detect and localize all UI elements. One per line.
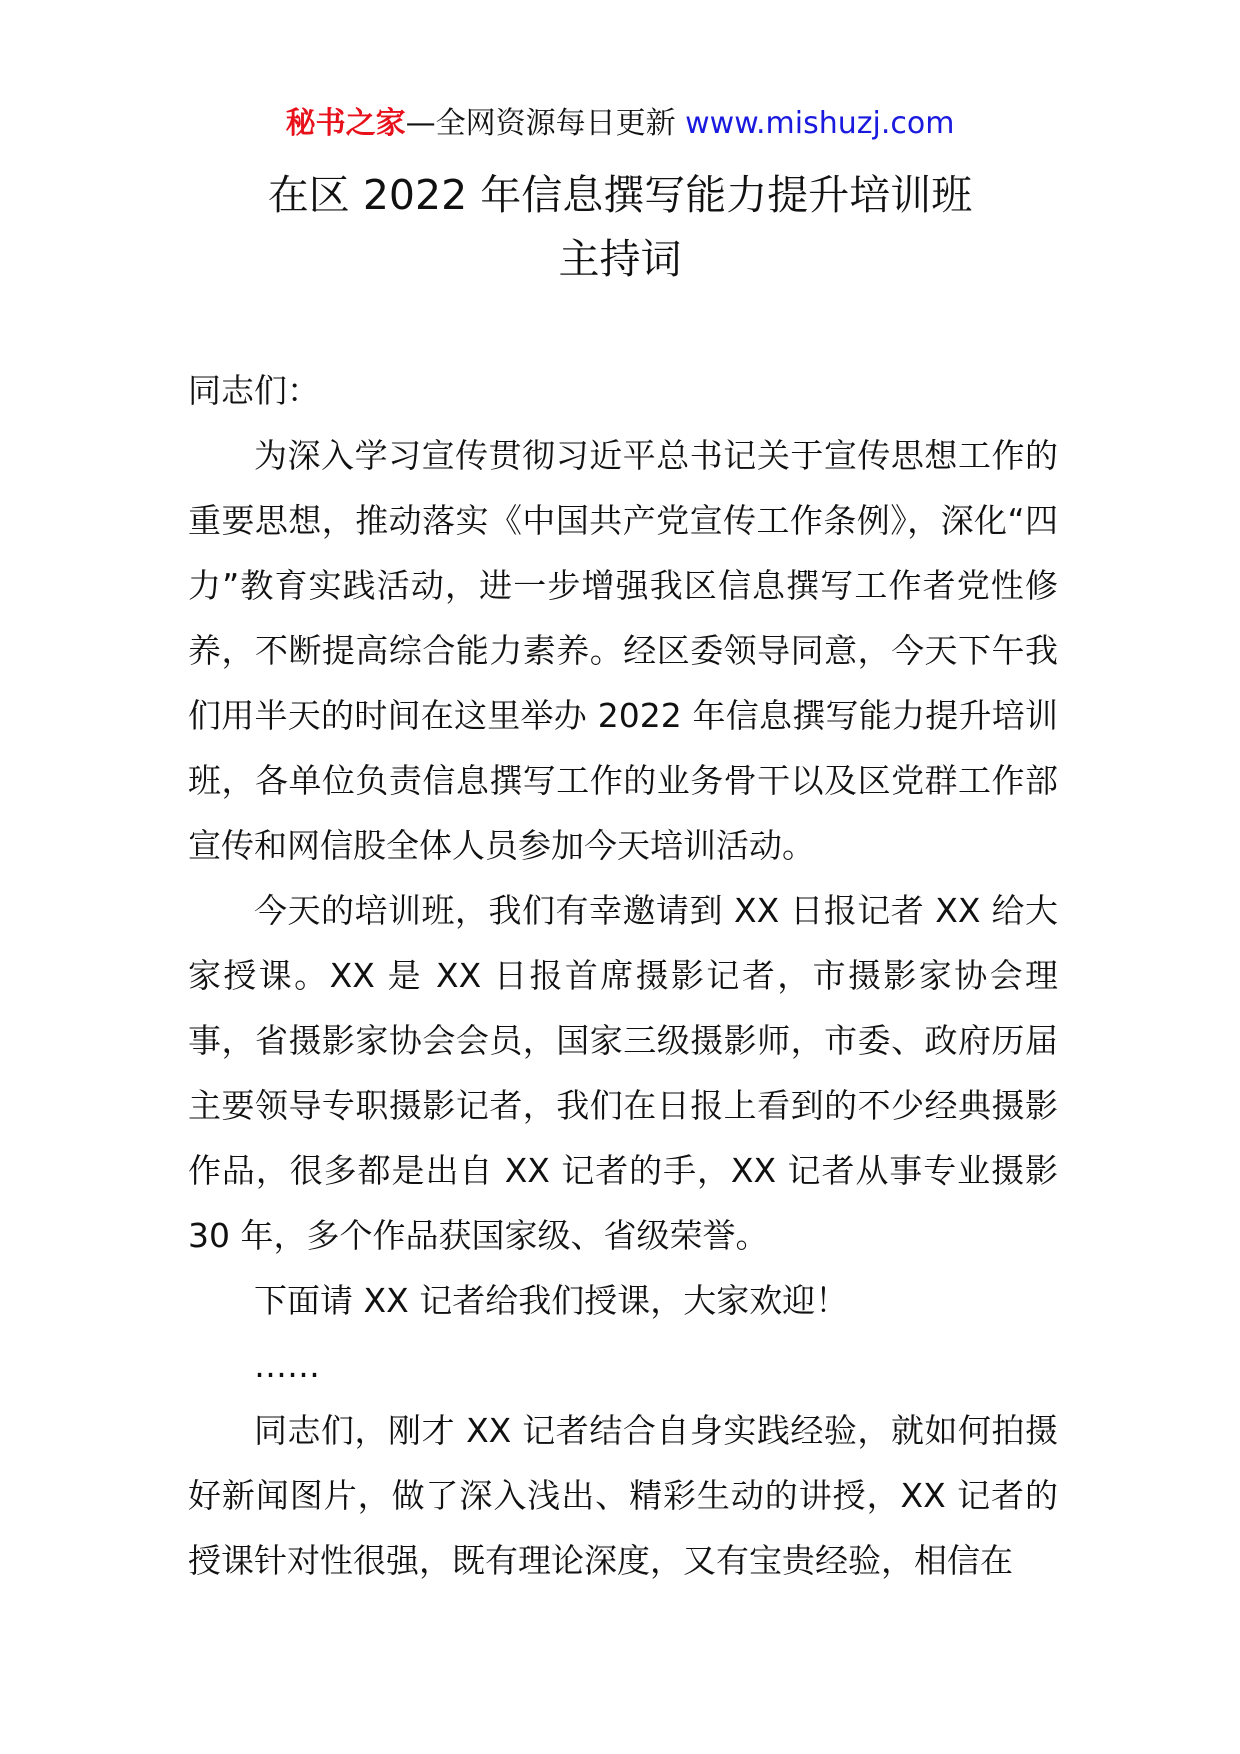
salutation: 同志们： (188, 371, 320, 410)
header-tagline: —全网资源每日更新 (405, 106, 686, 141)
site-header (0, 104, 1240, 144)
document-title-line-1: 在区 2022 年信息撰写能力提升培训班 (267, 171, 973, 219)
paragraph-3: 下面请 XX 记者给我们授课，大家欢迎！ (254, 1281, 849, 1320)
ellipsis-paragraph: …… (254, 1346, 320, 1385)
brand-name: 秘书之家 (285, 106, 406, 141)
site-url[interactable]: www.mishuzj.com (685, 106, 955, 141)
paragraph-1: 为深入学习宣传贯彻习近平总书记关于宣传思想工作的重要思想，推动落实《中国共产党宣传工作条例》，深化“四力”教育实践活动，进一步增强我区信息撰写工作者党性修养，不断提高综合能力素养。经区委领导同意，今天下午我们用半天的时间在这里举办 2022 年信息撰写能力提升培训班，各单位负责信息撰写工作的业务骨干以及区党群工作部宣传和网信股全体人员参加今天培训活动。 (188, 436, 1058, 865)
paragraph-5: 同志们，刚才 XX 记者结合自身实践经验，就如何拍摄好新闻图片，做了深入浅出、精彩生动的讲授，XX 记者的授课针对性很强，既有理论深度，又有宝贵经验，相信在 (188, 1411, 1058, 1580)
document-title-line-2: 主持词 (558, 235, 682, 283)
document-body (188, 358, 1058, 1593)
paragraph-2: 今天的培训班，我们有幸邀请到 XX 日报记者 XX 给大家授课。XX 是 XX 日报首席摄影记者，市摄影家协会理事，省摄影家协会会员，国家三级摄影师，市委、政府历届主要领导专职摄影记者，我们在日报上看到的不少经典摄影作品，很多都是出自 XX 记者的手，XX 记者从事专业摄影 30 年，多个作品获国家级、省级荣誉。 (188, 891, 1058, 1255)
